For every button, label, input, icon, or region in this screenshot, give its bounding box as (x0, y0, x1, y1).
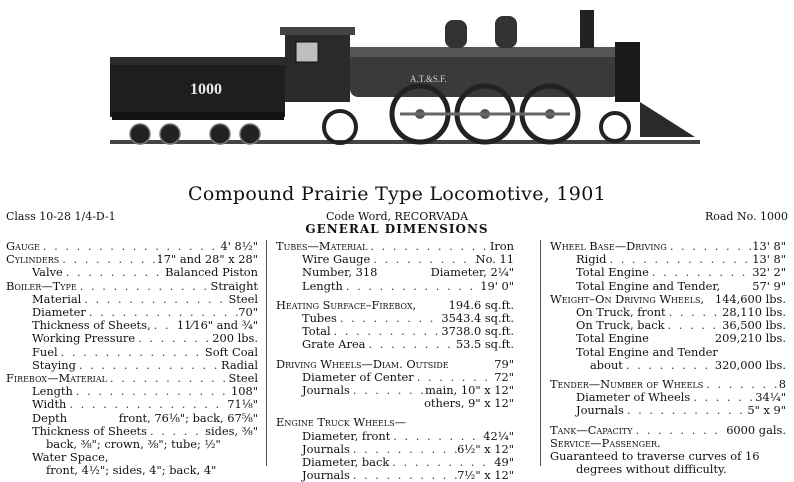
tender-number: 1000 (190, 81, 222, 98)
spec-value: 72" (494, 369, 514, 384)
spec-label: On Truck, front (576, 305, 666, 320)
spec-label: Total (302, 324, 331, 339)
spec-value: 11⁄16" and ¾" (176, 318, 258, 333)
spec-value: 34¼" (755, 390, 786, 405)
spec-row (276, 280, 514, 293)
spec-row (276, 358, 514, 371)
spec-row (550, 404, 786, 417)
spec-value: 320,000 lbs. (714, 357, 786, 372)
spec-row (6, 280, 258, 293)
spec-label: Journals (302, 383, 350, 398)
leader-dots (367, 240, 489, 253)
page-title: Compound Prairie Type Locomotive, 1901 (188, 183, 606, 205)
spec-label: Thickness of Sheets, (32, 318, 151, 333)
spec-value: 13' 8" (752, 252, 786, 267)
leader-dots (649, 332, 715, 345)
spec-value: 36,500 lbs. (722, 318, 786, 333)
spec-value: Soft Coal (204, 344, 258, 359)
leader-dots (665, 319, 723, 332)
leader-dots (690, 391, 755, 404)
spec-row (550, 332, 786, 345)
spec-label: Wheel Base—Driving (550, 239, 667, 253)
leader-dots (633, 424, 727, 437)
spec-label: Wire Gauge (302, 252, 371, 267)
spec-label: Length (32, 384, 73, 399)
spec-value: 6½" x 12" (457, 441, 514, 456)
spec-row (6, 398, 258, 411)
road-number: Road No. 1000 (704, 210, 788, 223)
leader-dots (81, 293, 228, 306)
spec-label: Total Engine and Tender (576, 344, 718, 359)
spec-label: Rigid (576, 252, 607, 267)
spec-label: Total Engine (576, 331, 649, 346)
leader-dots (623, 359, 715, 372)
cab-lettering: A.T.&S.F. (410, 74, 447, 84)
leader-dots (58, 346, 205, 359)
leader-dots (151, 319, 177, 332)
leader-dots (365, 338, 455, 351)
leader-dots (63, 266, 165, 279)
spec-label: Staying (32, 357, 76, 372)
spec-label: Width (32, 397, 67, 412)
spec-row (276, 266, 514, 279)
spec-value: 194.6 sq.ft. (448, 297, 514, 312)
spec-label: Number, 318 (302, 265, 378, 280)
leader-dots (704, 293, 715, 306)
spec-label: Depth (32, 410, 68, 425)
leader-dots (343, 280, 480, 293)
spec-label: Driving Wheels—Diam. Outside (276, 356, 449, 371)
spec-label: Total Engine and Tender, (576, 278, 721, 293)
spec-label: Tender—Number of Wheels (550, 377, 704, 392)
spec-value: Diameter, 2¼" (430, 265, 514, 280)
spec-value: No. 11 (475, 252, 514, 267)
spec-value: 49" (494, 455, 514, 470)
leader-dots (377, 266, 430, 279)
spec-label: Heating Surface–Firebox, (276, 297, 417, 312)
spec-value: Radial (221, 357, 258, 372)
spec-row (6, 266, 258, 279)
code-word: Code Word, RECORVADA (325, 210, 469, 223)
leader-dots (720, 280, 752, 293)
spec-row (276, 416, 514, 429)
spec-label: Fuel (32, 344, 58, 359)
spec-label: Tubes (302, 311, 337, 326)
leader-dots (73, 385, 231, 398)
spec-row (276, 430, 514, 443)
spec-value: 200 lbs. (212, 331, 258, 346)
spec-value: 7½" x 12" (457, 468, 514, 482)
spec-row (550, 266, 786, 279)
spec-value: 57' 9" (752, 278, 786, 293)
spec-label: Diameter, back (302, 455, 390, 470)
spec-row (6, 332, 258, 345)
spec-value: 79" (494, 356, 514, 371)
leader-dots (66, 398, 227, 411)
spec-value: 5" x 9" (747, 403, 786, 418)
spec-value: Balanced Piston (165, 265, 258, 280)
spec-label: Tubes—Material (276, 239, 368, 253)
spec-label: about (590, 357, 623, 372)
spec-value: 42¼" (483, 428, 514, 443)
spec-label: Total Engine (576, 265, 649, 280)
spec-label: back, ⅜"; crown, ⅜"; tube; ½" (46, 437, 221, 452)
spec-label: Tank—Capacity (550, 422, 633, 437)
spec-row (550, 424, 786, 437)
spec-label: Diameter (32, 305, 86, 320)
spec-value: 108" (231, 384, 258, 399)
spec-row (550, 359, 786, 372)
spec-label: Journals (576, 403, 624, 418)
spec-value: Straight (210, 278, 258, 293)
spec-value: 13' 8" (752, 239, 786, 253)
spec-value: 4' 8½" (220, 239, 258, 253)
spec-value: 144,600 lbs. (714, 291, 786, 306)
spec-label: On Truck, back (576, 318, 665, 333)
leader-dots (350, 469, 457, 482)
leader-dots (449, 358, 495, 371)
spec-value: front, 76⅛"; back, 67⅝" (118, 410, 258, 425)
spec-label: Boiler—Type (6, 278, 77, 293)
spec-row (276, 469, 514, 482)
leader-dots (135, 332, 212, 345)
spec-value: 28,110 lbs. (722, 305, 786, 320)
spec-value: 3738.0 sq.ft. (441, 324, 514, 339)
dimensions-column-1 (6, 240, 258, 478)
spec-row (550, 346, 786, 359)
leader-dots (667, 240, 752, 253)
leader-dots (59, 253, 156, 266)
class-label: Class 10-28 1/4-D-1 (6, 210, 116, 223)
spec-row (6, 346, 258, 359)
spec-value: Steel (228, 291, 258, 306)
spec-label: Working Pressure (32, 331, 136, 346)
spec-label: Thickness of Sheets (32, 423, 147, 438)
leader-dots (390, 430, 483, 443)
spec-label: Grate Area (302, 337, 366, 352)
spec-value: 6000 gals. (726, 422, 786, 437)
column-divider-2 (540, 240, 541, 466)
dimensions-column-2 (276, 240, 514, 482)
spec-label: Firebox—Material (6, 371, 107, 386)
spec-value: 53.5 sq.ft. (455, 337, 514, 352)
spec-value: 209,210 lbs. (714, 331, 786, 346)
spec-row (276, 338, 514, 351)
spec-label: Length (302, 278, 343, 293)
spec-value: 19' 0" (480, 278, 514, 293)
spec-label: degrees without difficulty. (576, 462, 727, 477)
spec-label: Diameter, front (302, 428, 391, 443)
leader-dots (67, 412, 119, 425)
spec-value: 32' 2" (752, 265, 786, 280)
spec-row (550, 280, 786, 293)
spec-value: sides, ⅜" (205, 423, 258, 438)
spec-label: Weight–On Driving Wheels, (550, 291, 705, 306)
leader-dots (337, 312, 442, 325)
spec-label: Journals (302, 441, 350, 456)
spec-value: others, 9" x 12" (424, 396, 514, 411)
spec-label: Cylinders (6, 252, 60, 267)
spec-value: Steel (228, 371, 258, 386)
leader-dots (276, 397, 424, 410)
leader-dots (107, 372, 229, 385)
leader-dots (649, 266, 752, 279)
spec-value: 70" (238, 305, 258, 320)
spec-label: Diameter of Center (302, 369, 414, 384)
spec-value: 3543.4 sq.ft. (441, 311, 514, 326)
spec-label: Engine Truck Wheels— (276, 415, 406, 430)
spec-row (6, 412, 258, 425)
spec-value: 17" and 28" x 28" (156, 252, 258, 267)
locomotive-photo (100, 2, 710, 174)
spec-label: front, 4½"; sides, 4"; back, 4" (46, 463, 217, 478)
leader-dots (77, 280, 211, 293)
leader-dots (350, 384, 425, 397)
spec-row (6, 464, 258, 477)
spec-label: Water Space, (32, 450, 109, 465)
spec-value: main, 10" x 12" (425, 383, 514, 398)
spec-value: 8 (778, 377, 786, 392)
spec-label: Material (32, 291, 82, 306)
leader-dots (666, 306, 722, 319)
leader-dots (624, 404, 748, 417)
section-title: GENERAL DIMENSIONS (305, 222, 489, 236)
spec-label: Service—Passenger. (550, 435, 661, 450)
spec-value: 71⅛" (227, 397, 258, 412)
spec-label: Journals (302, 468, 350, 482)
spec-value: Iron (489, 239, 514, 253)
spec-row (276, 397, 514, 410)
spec-label: Gauge (6, 239, 40, 253)
column-divider-1 (266, 240, 267, 466)
dimensions-column-3 (550, 240, 786, 476)
spec-label: Diameter of Wheels (576, 390, 691, 405)
spec-label: Valve (32, 265, 63, 280)
spec-label: Guaranteed to traverse curves of 16 (550, 449, 760, 464)
